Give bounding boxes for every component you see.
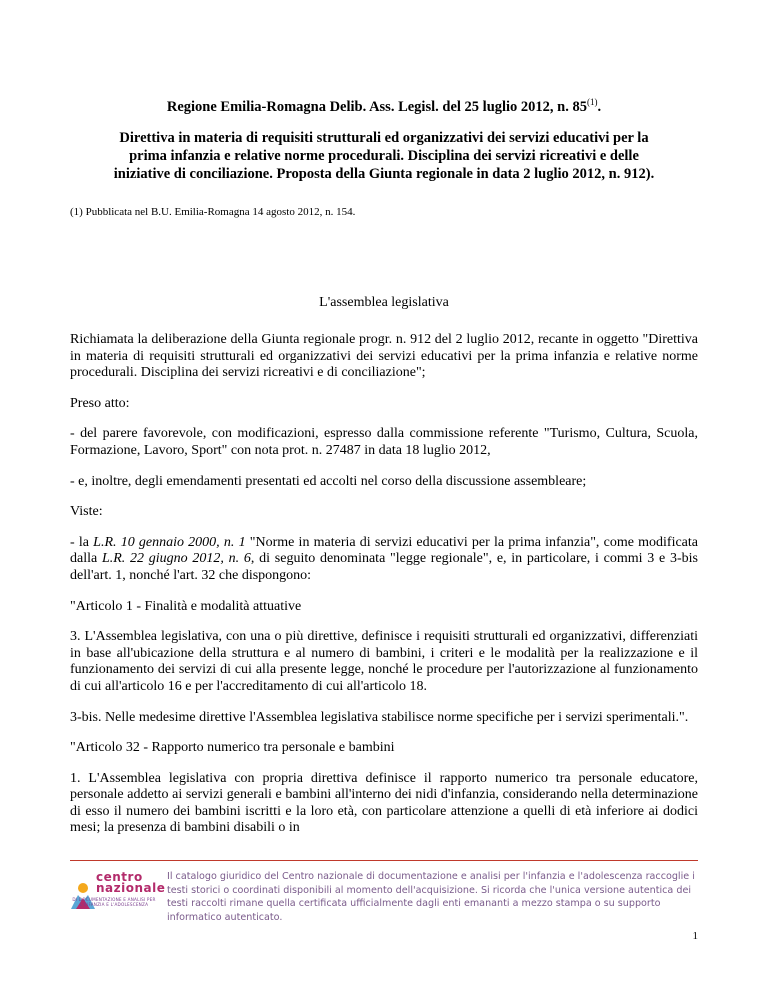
text-segment: "Norme in materia di servizi educativi per la prima infanzia", come modificata dalla [70,534,698,567]
logo-subtitle: DI DOCUMENTAZIONE E ANALISI PER L'INFANZIA E L'ADOLESCENZA [72,897,156,907]
title-note-ref[interactable]: (1) [587,97,598,108]
publication-footnote: (1) Pubblicata nel B.U. Emilia-Romagna 14 agosto 2012, n. 154. [70,206,356,218]
document-subtitle: Direttiva in materia di requisiti strutturali ed organizzativi dei servizi educativi per la prima infanzia e relative norme procedurali. Disciplina dei servizi ricreativi e delle iniziative di conciliazione. Proposta della Giunta regionale in data 2 luglio 2012, n. 912). [113,130,655,182]
title-text: Regione Emilia-Romagna Delib. Ass. Legisl. del 25 luglio 2012, n. 85 [166,99,587,115]
catalog-disclaimer: Il catalogo giuridico del Centro nazionale di documentazione e analisi per l'infanzia e l'adolescenza raccoglie i testi storici o coordinati disponibili al momento dell'acquisizione. Si ricorda che l'unica versione autentica dei testi raccolti rimane quella certificata ufficialmente dagli enti emananti a mezzo stampa o su supporto informatico autenticato. [167,871,695,923]
paragraph-parere: - del parere favorevole, con modificazioni, espresso dalla commissione referente "Turismo, Cultura, Scuola, Formazione, Lavoro, Sport" con nota prot. n. 27487 in data 18 luglio 2012, [70,426,698,458]
paragraph-preso-atto: Preso atto: [70,395,130,411]
document-body [70,332,698,851]
logo-word-1: centro [96,870,143,884]
paragraph-richiamata: Richiamata la deliberazione della Giunta regionale progr. n. 912 del 2 luglio 2012, recante in oggetto "Direttiva in materia di requisiti strutturali ed organizzativi dei servizi educativi per la prima infanzia e relative norme procedurali. Disciplina dei servizi ricreativi e di conciliazione"; [70,332,698,381]
paragraph-comma-3: 3. L'Assemblea legislativa, con una o più direttive, definisce i requisiti strutturali ed organizzativi, differenziati in base all'ubicazione della struttura e al numero di bambini, i criteri e le modalità per la realizzazione e il funzionamento dei servizi di cui alla presente legge, nonché le procedure per l'autorizzazione al funzionamento di cui all'articolo 16 e per l'accreditamento di cui all'articolo 18. [70,629,698,694]
paragraph-viste: Viste: [70,504,103,520]
document-title [100,98,668,116]
paragraph-articolo-32: "Articolo 32 - Rapporto numerico tra personale e bambini [70,740,395,756]
law-reference-link[interactable]: L.R. 22 giugno 2012, n. 6 [101,551,251,567]
paragraph-comma-1: 1. L'Assemblea legislativa con propria direttiva definisce il rapporto numerico tra personale educatore, personale addetto ai servizi generali e bambini all'interno dei nidi d'infanzia, considerando nella determinazione di esso il numero dei bambini iscritti e la loro età, con particolare attenzione a quelli di età inferiore ai dodici mesi; la presenza di bambini disabili o in [70,770,698,836]
paragraph-comma-3-bis: 3-bis. Nelle medesime direttive l'Assemblea legislativa stabilisce norme specifiche per i servizi sperimentali.". [70,709,689,725]
footer-divider [70,860,698,861]
text-segment: , di seguito denominata "legge regionale", e, in particolare, i commi 3 e 3-bis dell'art. 1, nonché l'art. 32 che dispongono: [70,551,698,583]
title-end: . [597,99,602,115]
logo-wordmark [96,872,165,894]
text-segment: - la [70,534,94,550]
paragraph-emendamenti: - e, inoltre, degli emendamenti presentati ed accolti nel corso della discussione assembleare; [70,473,587,489]
law-reference-link[interactable]: L.R. 10 gennaio 2000, n. 1 [93,534,246,550]
page-number: 1 [692,930,698,942]
logo-word-2: nazionale [96,881,166,895]
paragraph-articolo-1: "Articolo 1 - Finalità e modalità attuative [70,598,302,614]
paragraph-legge-regionale [70,535,698,585]
section-heading: L'assemblea legislativa [319,295,449,310]
